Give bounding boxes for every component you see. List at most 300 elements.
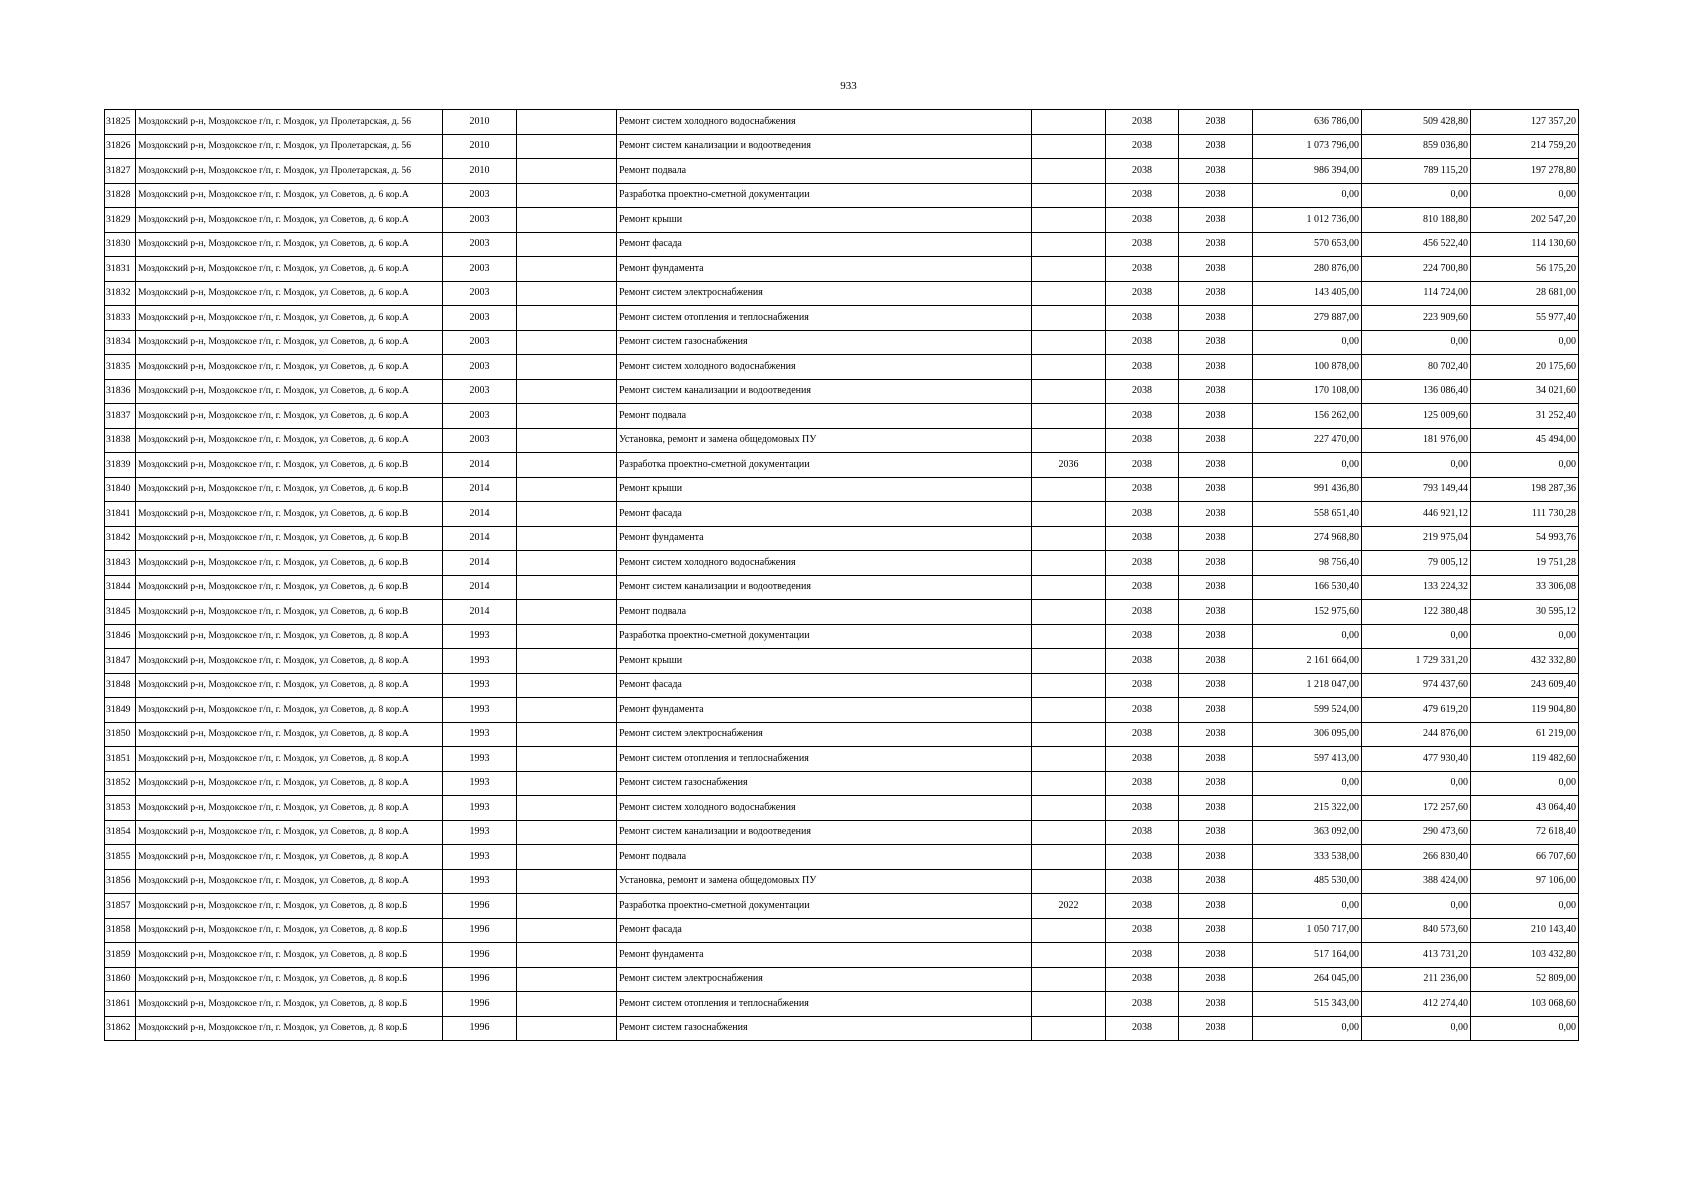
- table-row: [105, 134, 1579, 159]
- end-year-cell: 2038: [1179, 600, 1253, 625]
- plan-year-cell: [1032, 257, 1106, 282]
- total-cost-cell: 0,00: [1253, 183, 1362, 208]
- address-cell: Моздокский р-н, Моздокское г/п, г. Моздок, ул Советов, д. 6 кор.А: [136, 355, 443, 380]
- table-row: [105, 967, 1579, 992]
- owner-amount-cell: 0,00: [1471, 894, 1579, 919]
- build-year-cell: 1993: [443, 722, 517, 747]
- table-row: [105, 600, 1579, 625]
- fund-amount-cell: 974 437,60: [1362, 673, 1471, 698]
- end-year-cell: 2038: [1179, 453, 1253, 478]
- address-cell: Моздокский р-н, Моздокское г/п, г. Моздок, ул Советов, д. 6 кор.В: [136, 477, 443, 502]
- fund-amount-cell: 0,00: [1362, 1016, 1471, 1041]
- address-cell: Моздокский р-н, Моздокское г/п, г. Моздок, ул Советов, д. 8 кор.А: [136, 624, 443, 649]
- row-number-cell: 31841: [105, 502, 136, 527]
- total-cost-cell: 363 092,00: [1253, 820, 1362, 845]
- address-cell: Моздокский р-н, Моздокское г/п, г. Моздок, ул Советов, д. 8 кор.А: [136, 796, 443, 821]
- row-number-cell: 31858: [105, 918, 136, 943]
- build-year-cell: 1993: [443, 771, 517, 796]
- address-cell: Моздокский р-н, Моздокское г/п, г. Моздок, ул Советов, д. 6 кор.А: [136, 379, 443, 404]
- empty-cell: [517, 379, 617, 404]
- plan-year-cell: [1032, 624, 1106, 649]
- start-year-cell: 2038: [1106, 232, 1179, 257]
- plan-year-cell: [1032, 918, 1106, 943]
- total-cost-cell: 156 262,00: [1253, 404, 1362, 429]
- start-year-cell: 2038: [1106, 159, 1179, 184]
- work-type-cell: Ремонт систем электроснабжения: [617, 722, 1032, 747]
- owner-amount-cell: 31 252,40: [1471, 404, 1579, 429]
- empty-cell: [517, 600, 617, 625]
- build-year-cell: 1996: [443, 1016, 517, 1041]
- start-year-cell: 2038: [1106, 281, 1179, 306]
- table-body: [105, 110, 1579, 1041]
- build-year-cell: 2014: [443, 477, 517, 502]
- work-type-cell: Ремонт фундамента: [617, 943, 1032, 968]
- work-type-cell: Ремонт фундамента: [617, 698, 1032, 723]
- plan-year-cell: [1032, 943, 1106, 968]
- end-year-cell: 2038: [1179, 257, 1253, 282]
- row-number-cell: 31842: [105, 526, 136, 551]
- plan-year-cell: [1032, 747, 1106, 772]
- empty-cell: [517, 183, 617, 208]
- empty-cell: [517, 306, 617, 331]
- build-year-cell: 1993: [443, 845, 517, 870]
- owner-amount-cell: 45 494,00: [1471, 428, 1579, 453]
- total-cost-cell: 100 878,00: [1253, 355, 1362, 380]
- work-type-cell: Ремонт крыши: [617, 477, 1032, 502]
- build-year-cell: 1993: [443, 869, 517, 894]
- empty-cell: [517, 134, 617, 159]
- work-type-cell: Ремонт систем канализации и водоотведения: [617, 379, 1032, 404]
- total-cost-cell: 1 218 047,00: [1253, 673, 1362, 698]
- total-cost-cell: 0,00: [1253, 453, 1362, 478]
- work-type-cell: Ремонт фасада: [617, 232, 1032, 257]
- plan-year-cell: [1032, 771, 1106, 796]
- end-year-cell: 2038: [1179, 159, 1253, 184]
- row-number-cell: 31860: [105, 967, 136, 992]
- start-year-cell: 2038: [1106, 428, 1179, 453]
- start-year-cell: 2038: [1106, 477, 1179, 502]
- table-row: [105, 330, 1579, 355]
- fund-amount-cell: 0,00: [1362, 183, 1471, 208]
- build-year-cell: 2003: [443, 208, 517, 233]
- plan-year-cell: 2022: [1032, 894, 1106, 919]
- end-year-cell: 2038: [1179, 379, 1253, 404]
- start-year-cell: 2038: [1106, 918, 1179, 943]
- row-number-cell: 31827: [105, 159, 136, 184]
- plan-year-cell: [1032, 183, 1106, 208]
- fund-amount-cell: 413 731,20: [1362, 943, 1471, 968]
- fund-amount-cell: 266 830,40: [1362, 845, 1471, 870]
- owner-amount-cell: 0,00: [1471, 1016, 1579, 1041]
- fund-amount-cell: 509 428,80: [1362, 110, 1471, 135]
- build-year-cell: 2014: [443, 453, 517, 478]
- fund-amount-cell: 223 909,60: [1362, 306, 1471, 331]
- row-number-cell: 31856: [105, 869, 136, 894]
- empty-cell: [517, 526, 617, 551]
- plan-year-cell: [1032, 404, 1106, 429]
- start-year-cell: 2038: [1106, 110, 1179, 135]
- start-year-cell: 2038: [1106, 649, 1179, 674]
- total-cost-cell: 227 470,00: [1253, 428, 1362, 453]
- row-number-cell: 31831: [105, 257, 136, 282]
- total-cost-cell: 98 756,40: [1253, 551, 1362, 576]
- build-year-cell: 2014: [443, 551, 517, 576]
- start-year-cell: 2038: [1106, 355, 1179, 380]
- build-year-cell: 2010: [443, 110, 517, 135]
- end-year-cell: 2038: [1179, 673, 1253, 698]
- row-number-cell: 31828: [105, 183, 136, 208]
- plan-year-cell: [1032, 967, 1106, 992]
- work-type-cell: Ремонт систем электроснабжения: [617, 967, 1032, 992]
- plan-year-cell: [1032, 722, 1106, 747]
- row-number-cell: 31845: [105, 600, 136, 625]
- plan-year-cell: [1032, 796, 1106, 821]
- total-cost-cell: 517 164,00: [1253, 943, 1362, 968]
- work-type-cell: Ремонт подвала: [617, 845, 1032, 870]
- build-year-cell: 2014: [443, 600, 517, 625]
- table-row: [105, 257, 1579, 282]
- fund-amount-cell: 80 702,40: [1362, 355, 1471, 380]
- row-number-cell: 31857: [105, 894, 136, 919]
- build-year-cell: 2014: [443, 502, 517, 527]
- row-number-cell: 31847: [105, 649, 136, 674]
- fund-amount-cell: 446 921,12: [1362, 502, 1471, 527]
- start-year-cell: 2038: [1106, 306, 1179, 331]
- fund-amount-cell: 79 005,12: [1362, 551, 1471, 576]
- start-year-cell: 2038: [1106, 1016, 1179, 1041]
- table-row: [105, 208, 1579, 233]
- plan-year-cell: [1032, 869, 1106, 894]
- total-cost-cell: 0,00: [1253, 330, 1362, 355]
- empty-cell: [517, 330, 617, 355]
- owner-amount-cell: 28 681,00: [1471, 281, 1579, 306]
- start-year-cell: 2038: [1106, 575, 1179, 600]
- address-cell: Моздокский р-н, Моздокское г/п, г. Моздок, ул Советов, д. 6 кор.А: [136, 183, 443, 208]
- address-cell: Моздокский р-н, Моздокское г/п, г. Моздок, ул Советов, д. 6 кор.В: [136, 600, 443, 625]
- empty-cell: [517, 281, 617, 306]
- end-year-cell: 2038: [1179, 869, 1253, 894]
- end-year-cell: 2038: [1179, 992, 1253, 1017]
- owner-amount-cell: 56 175,20: [1471, 257, 1579, 282]
- owner-amount-cell: 243 609,40: [1471, 673, 1579, 698]
- fund-amount-cell: 789 115,20: [1362, 159, 1471, 184]
- start-year-cell: 2038: [1106, 208, 1179, 233]
- owner-amount-cell: 72 618,40: [1471, 820, 1579, 845]
- end-year-cell: 2038: [1179, 502, 1253, 527]
- address-cell: Моздокский р-н, Моздокское г/п, г. Моздок, ул Пролетарская, д. 56: [136, 134, 443, 159]
- start-year-cell: 2038: [1106, 551, 1179, 576]
- address-cell: Моздокский р-н, Моздокское г/п, г. Моздок, ул Советов, д. 6 кор.А: [136, 404, 443, 429]
- fund-amount-cell: 125 009,60: [1362, 404, 1471, 429]
- row-number-cell: 31844: [105, 575, 136, 600]
- empty-cell: [517, 649, 617, 674]
- fund-amount-cell: 793 149,44: [1362, 477, 1471, 502]
- table-row: [105, 281, 1579, 306]
- address-cell: Моздокский р-н, Моздокское г/п, г. Моздок, ул Советов, д. 8 кор.Б: [136, 967, 443, 992]
- work-type-cell: Ремонт систем газоснабжения: [617, 771, 1032, 796]
- work-type-cell: Разработка проектно-сметной документации: [617, 624, 1032, 649]
- table-row: [105, 428, 1579, 453]
- owner-amount-cell: 197 278,80: [1471, 159, 1579, 184]
- start-year-cell: 2038: [1106, 747, 1179, 772]
- fund-amount-cell: 388 424,00: [1362, 869, 1471, 894]
- fund-amount-cell: 244 876,00: [1362, 722, 1471, 747]
- table-row: [105, 943, 1579, 968]
- plan-year-cell: [1032, 208, 1106, 233]
- address-cell: Моздокский р-н, Моздокское г/п, г. Моздок, ул Советов, д. 6 кор.А: [136, 257, 443, 282]
- address-cell: Моздокский р-н, Моздокское г/п, г. Моздок, ул Пролетарская, д. 56: [136, 110, 443, 135]
- end-year-cell: 2038: [1179, 330, 1253, 355]
- fund-amount-cell: 0,00: [1362, 453, 1471, 478]
- end-year-cell: 2038: [1179, 698, 1253, 723]
- empty-cell: [517, 208, 617, 233]
- row-number-cell: 31855: [105, 845, 136, 870]
- work-type-cell: Ремонт подвала: [617, 159, 1032, 184]
- build-year-cell: 1993: [443, 649, 517, 674]
- plan-year-cell: [1032, 600, 1106, 625]
- plan-year-cell: [1032, 551, 1106, 576]
- end-year-cell: 2038: [1179, 649, 1253, 674]
- build-year-cell: 1996: [443, 918, 517, 943]
- start-year-cell: 2038: [1106, 379, 1179, 404]
- empty-cell: [517, 747, 617, 772]
- total-cost-cell: 570 653,00: [1253, 232, 1362, 257]
- plan-year-cell: [1032, 526, 1106, 551]
- start-year-cell: 2038: [1106, 404, 1179, 429]
- plan-year-cell: [1032, 281, 1106, 306]
- address-cell: Моздокский р-н, Моздокское г/п, г. Моздок, ул Советов, д. 8 кор.Б: [136, 918, 443, 943]
- fund-amount-cell: 859 036,80: [1362, 134, 1471, 159]
- work-type-cell: Ремонт систем отопления и теплоснабжения: [617, 306, 1032, 331]
- address-cell: Моздокский р-н, Моздокское г/п, г. Моздок, ул Советов, д. 6 кор.В: [136, 551, 443, 576]
- address-cell: Моздокский р-н, Моздокское г/п, г. Моздок, ул Советов, д. 8 кор.Б: [136, 943, 443, 968]
- row-number-cell: 31850: [105, 722, 136, 747]
- table-row: [105, 404, 1579, 429]
- owner-amount-cell: 0,00: [1471, 453, 1579, 478]
- plan-year-cell: [1032, 110, 1106, 135]
- plan-year-cell: [1032, 992, 1106, 1017]
- owner-amount-cell: 97 106,00: [1471, 869, 1579, 894]
- work-type-cell: Ремонт систем холодного водоснабжения: [617, 551, 1032, 576]
- total-cost-cell: 485 530,00: [1253, 869, 1362, 894]
- fund-amount-cell: 1 729 331,20: [1362, 649, 1471, 674]
- work-type-cell: Ремонт систем газоснабжения: [617, 330, 1032, 355]
- table-row: [105, 820, 1579, 845]
- build-year-cell: 2010: [443, 159, 517, 184]
- plan-year-cell: [1032, 134, 1106, 159]
- table-row: [105, 869, 1579, 894]
- owner-amount-cell: 103 432,80: [1471, 943, 1579, 968]
- start-year-cell: 2038: [1106, 869, 1179, 894]
- owner-amount-cell: 0,00: [1471, 771, 1579, 796]
- fund-amount-cell: 479 619,20: [1362, 698, 1471, 723]
- table-row: [105, 453, 1579, 478]
- empty-cell: [517, 232, 617, 257]
- end-year-cell: 2038: [1179, 1016, 1253, 1041]
- work-type-cell: Ремонт систем канализации и водоотведения: [617, 575, 1032, 600]
- fund-amount-cell: 0,00: [1362, 624, 1471, 649]
- row-number-cell: 31833: [105, 306, 136, 331]
- address-cell: Моздокский р-н, Моздокское г/п, г. Моздок, ул Советов, д. 6 кор.В: [136, 453, 443, 478]
- address-cell: Моздокский р-н, Моздокское г/п, г. Моздок, ул Советов, д. 6 кор.А: [136, 281, 443, 306]
- address-cell: Моздокский р-н, Моздокское г/п, г. Моздок, ул Советов, д. 8 кор.А: [136, 673, 443, 698]
- row-number-cell: 31859: [105, 943, 136, 968]
- fund-amount-cell: 477 930,40: [1362, 747, 1471, 772]
- end-year-cell: 2038: [1179, 404, 1253, 429]
- work-type-cell: Ремонт систем газоснабжения: [617, 1016, 1032, 1041]
- build-year-cell: 2014: [443, 575, 517, 600]
- row-number-cell: 31829: [105, 208, 136, 233]
- fund-amount-cell: 412 274,40: [1362, 992, 1471, 1017]
- total-cost-cell: 636 786,00: [1253, 110, 1362, 135]
- empty-cell: [517, 575, 617, 600]
- work-type-cell: Ремонт фасада: [617, 502, 1032, 527]
- work-type-cell: Ремонт подвала: [617, 600, 1032, 625]
- plan-year-cell: [1032, 477, 1106, 502]
- plan-year-cell: [1032, 575, 1106, 600]
- address-cell: Моздокский р-н, Моздокское г/п, г. Моздок, ул Советов, д. 8 кор.Б: [136, 1016, 443, 1041]
- table-row: [105, 1016, 1579, 1041]
- start-year-cell: 2038: [1106, 526, 1179, 551]
- total-cost-cell: 991 436,80: [1253, 477, 1362, 502]
- fund-amount-cell: 290 473,60: [1362, 820, 1471, 845]
- work-type-cell: Ремонт фундамента: [617, 257, 1032, 282]
- fund-amount-cell: 181 976,00: [1362, 428, 1471, 453]
- address-cell: Моздокский р-н, Моздокское г/п, г. Моздок, ул Советов, д. 8 кор.Б: [136, 992, 443, 1017]
- work-type-cell: Ремонт систем канализации и водоотведения: [617, 134, 1032, 159]
- address-cell: Моздокский р-н, Моздокское г/п, г. Моздок, ул Советов, д. 8 кор.Б: [136, 894, 443, 919]
- address-cell: Моздокский р-н, Моздокское г/п, г. Моздок, ул Советов, д. 6 кор.В: [136, 502, 443, 527]
- address-cell: Моздокский р-н, Моздокское г/п, г. Моздок, ул Советов, д. 8 кор.А: [136, 771, 443, 796]
- fund-amount-cell: 840 573,60: [1362, 918, 1471, 943]
- empty-cell: [517, 722, 617, 747]
- total-cost-cell: 2 161 664,00: [1253, 649, 1362, 674]
- row-number-cell: 31834: [105, 330, 136, 355]
- work-type-cell: Ремонт подвала: [617, 404, 1032, 429]
- repair-register-table: [104, 109, 1579, 1041]
- work-type-cell: Ремонт систем холодного водоснабжения: [617, 355, 1032, 380]
- end-year-cell: 2038: [1179, 110, 1253, 135]
- total-cost-cell: 0,00: [1253, 894, 1362, 919]
- work-type-cell: Ремонт систем отопления и теплоснабжения: [617, 992, 1032, 1017]
- address-cell: Моздокский р-н, Моздокское г/п, г. Моздок, ул Советов, д. 6 кор.В: [136, 575, 443, 600]
- address-cell: Моздокский р-н, Моздокское г/п, г. Моздок, ул Советов, д. 8 кор.А: [136, 869, 443, 894]
- total-cost-cell: 152 975,60: [1253, 600, 1362, 625]
- empty-cell: [517, 502, 617, 527]
- table-row: [105, 894, 1579, 919]
- work-type-cell: Ремонт систем канализации и водоотведения: [617, 820, 1032, 845]
- table-row: [105, 551, 1579, 576]
- end-year-cell: 2038: [1179, 477, 1253, 502]
- row-number-cell: 31825: [105, 110, 136, 135]
- end-year-cell: 2038: [1179, 232, 1253, 257]
- build-year-cell: 2014: [443, 526, 517, 551]
- start-year-cell: 2038: [1106, 722, 1179, 747]
- owner-amount-cell: 198 287,36: [1471, 477, 1579, 502]
- plan-year-cell: [1032, 232, 1106, 257]
- address-cell: Моздокский р-н, Моздокское г/п, г. Моздок, ул Советов, д. 6 кор.А: [136, 306, 443, 331]
- row-number-cell: 31826: [105, 134, 136, 159]
- empty-cell: [517, 869, 617, 894]
- address-cell: Моздокский р-н, Моздокское г/п, г. Моздок, ул Советов, д. 6 кор.А: [136, 428, 443, 453]
- plan-year-cell: [1032, 502, 1106, 527]
- start-year-cell: 2038: [1106, 820, 1179, 845]
- end-year-cell: 2038: [1179, 428, 1253, 453]
- total-cost-cell: 986 394,00: [1253, 159, 1362, 184]
- work-type-cell: Разработка проектно-сметной документации: [617, 453, 1032, 478]
- owner-amount-cell: 52 809,00: [1471, 967, 1579, 992]
- plan-year-cell: [1032, 649, 1106, 674]
- owner-amount-cell: 210 143,40: [1471, 918, 1579, 943]
- table-row: [105, 183, 1579, 208]
- address-cell: Моздокский р-н, Моздокское г/п, г. Моздок, ул Советов, д. 8 кор.А: [136, 722, 443, 747]
- row-number-cell: 31851: [105, 747, 136, 772]
- plan-year-cell: [1032, 379, 1106, 404]
- fund-amount-cell: 810 188,80: [1362, 208, 1471, 233]
- end-year-cell: 2038: [1179, 134, 1253, 159]
- fund-amount-cell: 456 522,40: [1362, 232, 1471, 257]
- start-year-cell: 2038: [1106, 845, 1179, 870]
- row-number-cell: 31861: [105, 992, 136, 1017]
- plan-year-cell: [1032, 355, 1106, 380]
- row-number-cell: 31846: [105, 624, 136, 649]
- row-number-cell: 31838: [105, 428, 136, 453]
- fund-amount-cell: 0,00: [1362, 894, 1471, 919]
- build-year-cell: 1996: [443, 967, 517, 992]
- start-year-cell: 2038: [1106, 183, 1179, 208]
- table-row: [105, 306, 1579, 331]
- table-row: [105, 477, 1579, 502]
- work-type-cell: Ремонт систем холодного водоснабжения: [617, 796, 1032, 821]
- table-row: [105, 232, 1579, 257]
- fund-amount-cell: 224 700,80: [1362, 257, 1471, 282]
- total-cost-cell: 143 405,00: [1253, 281, 1362, 306]
- owner-amount-cell: 202 547,20: [1471, 208, 1579, 233]
- table-row: [105, 526, 1579, 551]
- address-cell: Моздокский р-н, Моздокское г/п, г. Моздок, ул Советов, д. 6 кор.А: [136, 232, 443, 257]
- empty-cell: [517, 771, 617, 796]
- table-row: [105, 355, 1579, 380]
- empty-cell: [517, 1016, 617, 1041]
- total-cost-cell: 280 876,00: [1253, 257, 1362, 282]
- build-year-cell: 1993: [443, 820, 517, 845]
- end-year-cell: 2038: [1179, 967, 1253, 992]
- table-row: [105, 722, 1579, 747]
- empty-cell: [517, 894, 617, 919]
- address-cell: Моздокский р-н, Моздокское г/п, г. Моздок, ул Советов, д. 8 кор.А: [136, 820, 443, 845]
- total-cost-cell: 558 651,40: [1253, 502, 1362, 527]
- owner-amount-cell: 119 482,60: [1471, 747, 1579, 772]
- row-number-cell: 31830: [105, 232, 136, 257]
- address-cell: Моздокский р-н, Моздокское г/п, г. Моздок, ул Советов, д. 8 кор.А: [136, 845, 443, 870]
- total-cost-cell: 166 530,40: [1253, 575, 1362, 600]
- total-cost-cell: 279 887,00: [1253, 306, 1362, 331]
- start-year-cell: 2038: [1106, 698, 1179, 723]
- start-year-cell: 2038: [1106, 992, 1179, 1017]
- end-year-cell: 2038: [1179, 845, 1253, 870]
- row-number-cell: 31848: [105, 673, 136, 698]
- build-year-cell: 1993: [443, 747, 517, 772]
- table-row: [105, 110, 1579, 135]
- owner-amount-cell: 119 904,80: [1471, 698, 1579, 723]
- empty-cell: [517, 624, 617, 649]
- end-year-cell: 2038: [1179, 943, 1253, 968]
- page-number: 933: [840, 80, 857, 92]
- row-number-cell: 31836: [105, 379, 136, 404]
- total-cost-cell: 170 108,00: [1253, 379, 1362, 404]
- end-year-cell: 2038: [1179, 208, 1253, 233]
- work-type-cell: Ремонт систем электроснабжения: [617, 281, 1032, 306]
